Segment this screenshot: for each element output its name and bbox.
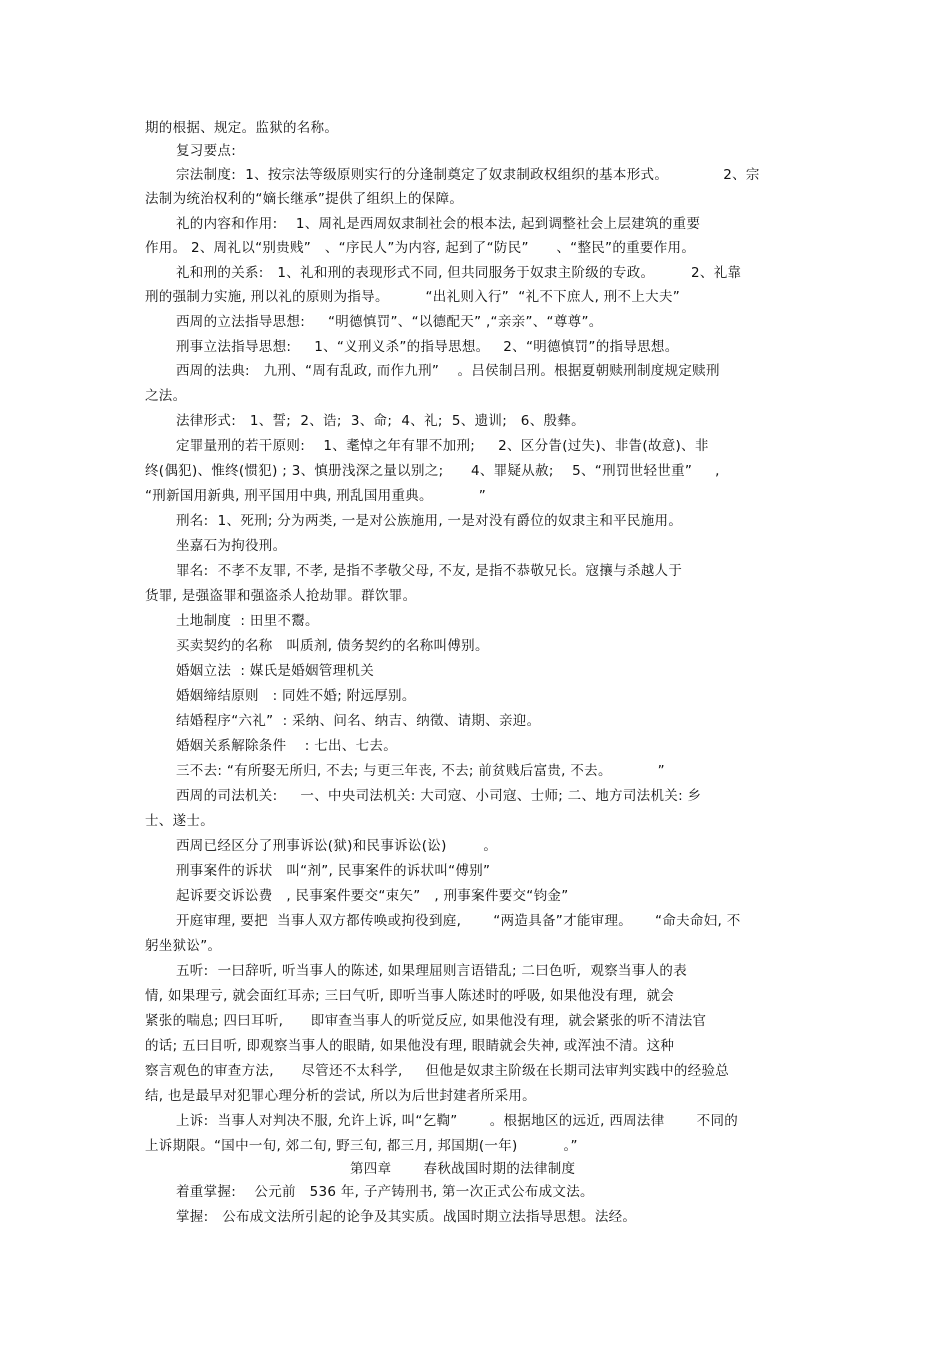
text-line: 西周的立法指导思想: “明德慎罚”、“以德配天” ,“亲亲”、“尊尊”。 xyxy=(176,314,603,330)
text-line: 掌握: 公布成文法所引起的论争及其实质。战国时期立法指导思想。法经。 xyxy=(176,1209,637,1225)
text-line: 礼和刑的关系: 1、礼和刑的表现形式不同, 但共同服务于奴隶主阶级的专政。 2、礼靠 xyxy=(176,265,742,281)
text-line: 罪名: 不孝不友罪, 不孝, 是指不孝敬父母, 不友, 是指不恭敬兄长。寇攘与杀越人于 xyxy=(176,563,683,579)
text-line: 西周的法典: 九刑、“周有乱政, 而作九刑” 。吕侯制吕刑。根据夏朝赎刑制度规定赎刑 xyxy=(176,363,720,379)
text-line: 上诉期限。“国中一旬, 郊二旬, 野三旬, 都三月, 邦国期(一年) 。” xyxy=(145,1138,578,1154)
text-line: 期的根据、规定。监狱的名称。 xyxy=(145,120,339,136)
text-line: 宗法制度: 1、按宗法等级原则实行的分逢制奠定了奴隶制政权组织的基本形式。 2、宗 xyxy=(176,167,760,183)
text-line: 紧张的喘息; 四曰耳听, 即审查当事人的听觉反应, 如果他没有理, 就会紧张的听不清法官 xyxy=(145,1013,707,1029)
text-line: 刑事案件的诉状 叫“剂”, 民事案件的诉状叫“傅别” xyxy=(176,863,491,879)
text-line: 货罪, 是强盗罪和强盗杀人抢劫罪。群饮罪。 xyxy=(145,588,417,604)
text-line: 土地制度 : 田里不鬻。 xyxy=(176,613,319,629)
text-line: 躬坐狱讼”。 xyxy=(145,938,222,954)
text-line: 西周已经区分了刑事诉讼(狱)和民事诉讼(讼) 。 xyxy=(176,838,498,854)
text-line: 上诉: 当事人对判决不服, 允许上诉, 叫“乞鞫” 。根据地区的远近, 西周法律 不同的 xyxy=(176,1113,739,1129)
text-line: 的话; 五曰目听, 即观察当事人的眼睛, 如果他没有理, 眼睛就会失神, 或浑浊不清。这种 xyxy=(145,1038,675,1054)
chapter-heading: 第四章 春秋战国时期的法律制度 xyxy=(350,1161,576,1177)
text-line: 定罪量刑的若干原则: 1、耄悼之年有罪不加刑; 2、区分眚(过失)、非眚(故意)、非 xyxy=(176,438,709,454)
text-line: 士、遂士。 xyxy=(145,813,214,829)
text-line: 结婚程序“六礼” : 采纳、问名、纳吉、纳徵、请期、亲迎。 xyxy=(176,713,541,729)
text-line: 法制为统治权利的“嫡长继承”提供了组织上的保障。 xyxy=(145,191,464,207)
text-line: 婚姻缔结原则 : 同姓不婚; 附远厚别。 xyxy=(176,688,416,704)
text-line: “刑新国用新典, 刑平国用中典, 刑乱国用重典。 ” xyxy=(145,488,487,504)
text-line: 结, 也是最早对犯罪心理分析的尝试, 所以为后世封建者所采用。 xyxy=(145,1088,536,1104)
text-line: 刑的强制力实施, 刑以礼的原则为指导。 “出礼则入行” “礼不下庶人, 刑不上大夫” xyxy=(145,289,681,305)
text-line: 西周的司法机关: 一、中央司法机关: 大司寇、小司寇、士师; 二、地方司法机关: 乡 xyxy=(176,788,702,804)
text-line: 礼的内容和作用: 1、周礼是西周奴隶制社会的根本法, 起到调整社会上层建筑的重要 xyxy=(176,216,701,232)
text-line: 之法。 xyxy=(145,388,187,404)
text-line: 察言观色的审查方法, 尽管还不太科学, 但他是奴隶主阶级在长期司法审判实践中的经验总 xyxy=(145,1063,730,1079)
text-line: 作用。 2、周礼以“别贵贱” 、“序民人”为内容, 起到了“防民” 、“整民”的重要作用。 xyxy=(145,240,696,256)
text-line: 起诉要交诉讼费 , 民事案件要交“束矢” , 刑事案件要交“钧金” xyxy=(176,888,569,904)
text-line: 终(偶犯)、惟终(惯犯) ; 3、慎册浅深之量以别之; 4、罪疑从赦; 5、“刑罚世轻世重” , xyxy=(145,463,720,479)
text-line: 着重掌握: 公元前 536 年, 子产铸刑书, 第一次正式公布成文法。 xyxy=(176,1184,594,1200)
text-line: 三不去: “有所娶无所归, 不去; 与更三年丧, 不去; 前贫贱后富贵, 不去。 ” xyxy=(176,763,665,779)
text-line: 开庭审理, 要把 当事人双方都传唤或拘役到庭, “两造具备”才能审理。 “命夫命妇, 不 xyxy=(176,913,741,929)
text-line: 法律形式: 1、誓; 2、诰; 3、命; 4、礼; 5、遗训; 6、殷彝。 xyxy=(176,413,585,429)
text-line: 复习要点: xyxy=(176,143,237,159)
text-line: 婚姻立法 : 媒氏是婚姻管理机关 xyxy=(176,663,375,679)
text-line: 情, 如果理亏, 就会面红耳赤; 三曰气听, 即听当事人陈述时的呼吸, 如果他没有理, 就会 xyxy=(145,988,675,1004)
text-line: 刑事立法指导思想: 1、“义刑义杀”的指导思想。 2、“明德慎罚”的指导思想。 xyxy=(176,339,679,355)
text-line: 买卖契约的名称 叫质剂, 债务契约的名称叫傅别。 xyxy=(176,638,489,654)
text-line: 刑名: 1、死刑; 分为两类, 一是对公族施用, 一是对没有爵位的奴隶主和平民施用。 xyxy=(176,513,683,529)
text-line: 婚姻关系解除条件 : 七出、七去。 xyxy=(176,738,398,754)
text-line: 坐嘉石为拘役刑。 xyxy=(176,538,287,554)
text-line: 五听: 一曰辞听, 听当事人的陈述, 如果理屈则言语错乱; 二曰色听, 观察当事人的表 xyxy=(176,963,688,979)
